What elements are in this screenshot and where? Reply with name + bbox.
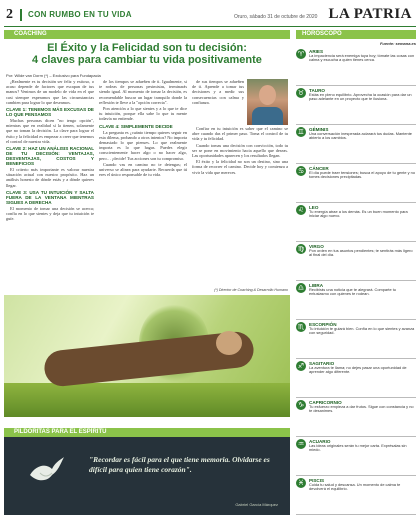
paragraph: El éxito y la felicidad no son un destino, sino una forma de recorrer el camino. Decide hoy y comienza a vivir la vida que mereces. bbox=[192, 159, 288, 175]
paragraph: El criterio más importante es valorar nuestra situación actual con nuestro propósito. Haz un análisis honesto de dónde estás y a dónde quieres llegar. bbox=[6, 167, 94, 188]
paragraph: Confiar en tu intuición es saber que el camino se abre cuando das el primer paso. Toma el control de tu vida y tu felicidad. bbox=[192, 126, 288, 142]
photo-head bbox=[216, 331, 242, 355]
sign-text: La aventura te llama; no dejes pasar una oportunidad de aprender algo diferente. bbox=[309, 366, 407, 375]
article-column-2 bbox=[99, 79, 187, 286]
pildoritas-tab-label: PILDORITAS PARA EL ESPÍRITU bbox=[14, 429, 107, 435]
sign-text: Una conversación inesperada aclarará tus dudas. Mantente abierto a los cambios. bbox=[309, 132, 412, 141]
masthead-logo: LA PATRIA bbox=[328, 6, 412, 22]
sign-text: Tu energía atrae a los demás. Es un buen momento para iniciar algo nuevo. bbox=[309, 210, 408, 219]
paragraph: Cuando tomas una decisión con convicción, todo tu ser se pone en movimiento hacia aquello que deseas. Las oportunidades aparecen y los resultados llegan. bbox=[192, 142, 288, 159]
paragraph: El momento de tomar una decisión se acerca; confía en lo que sientes y deja que tu intuición te guíe. bbox=[6, 205, 94, 222]
horoscope-sign bbox=[296, 242, 416, 281]
sign-name: ESCORPIÓN bbox=[309, 322, 337, 327]
quote-text: "Recordar es fácil para el que tiene memoria. Olvidarse es difícil para quien tiene corazón". bbox=[89, 455, 270, 474]
zodiac-icon: ♍ bbox=[297, 245, 305, 253]
paragraph: Pon atención a lo que sientes y a lo que te dice tu intuición, porque ella sabe lo que tu mente todavía no entiende. bbox=[99, 106, 187, 122]
sign-name: LEO bbox=[309, 205, 319, 210]
horoscope-source: Fuente: semana.es bbox=[379, 41, 416, 46]
zodiac-icon: ♒ bbox=[297, 440, 305, 448]
article-photo bbox=[4, 295, 290, 417]
sign-name: PISCIS bbox=[309, 478, 325, 483]
subheading: CLAVE 2: HAZ UN ANÁLISIS RACIONAL DE TU DECISIÓN: VENTAJAS, DESVENTAJAS, COSTOS Y BENEFICIOS bbox=[6, 146, 94, 167]
article-headline bbox=[4, 42, 290, 66]
sign-name: SAGITARIO bbox=[309, 361, 335, 366]
horoscope-sign bbox=[296, 437, 416, 476]
sign-name: LIBRA bbox=[309, 283, 324, 288]
horoscope-sign bbox=[296, 86, 416, 125]
pildoritas-tab bbox=[4, 428, 290, 437]
subheading: CLAVE 1: TENEMOS MÁS EXCUSAS DE LO QUE PENSAMOS bbox=[6, 107, 94, 118]
horoscope-sign bbox=[296, 320, 416, 359]
coaching-tab bbox=[4, 30, 290, 39]
horoscope-tab bbox=[296, 30, 416, 39]
sign-name: GÉMINIS bbox=[309, 127, 329, 132]
horoscope-tab-label: HORÓSCOPO bbox=[302, 31, 342, 37]
sign-text: Cuida tu salud y descansa. Un momento de calma te devolverá el equilibrio. bbox=[309, 483, 401, 492]
horoscope-sign bbox=[296, 281, 416, 320]
horoscope-sign bbox=[296, 47, 416, 86]
zodiac-icon: ♉ bbox=[297, 89, 305, 97]
zodiac-icon: ♏ bbox=[297, 323, 305, 331]
dove-icon bbox=[26, 451, 66, 491]
author-face bbox=[259, 85, 276, 105]
sign-text: El día puede traer tensiones; busca el apoyo de tu gente y no tomes decisiones precipitadas. bbox=[309, 171, 415, 180]
headline-line-2: 4 claves para cambiar tu vida positivamente bbox=[32, 54, 262, 66]
paragraph: Cuando vas en camino no te detengas; el universo se alinea para ayudarte. Recuerda que tú eres el único responsable de tu vida. bbox=[99, 161, 187, 178]
subheading: CLAVE 4: SIMPLEMENTE DECIDE bbox=[99, 123, 173, 129]
photo-grass bbox=[4, 383, 290, 417]
pildoritas-box bbox=[4, 437, 290, 515]
article-column-3-bottom bbox=[192, 126, 288, 288]
horoscope-sign bbox=[296, 125, 416, 164]
section-title: CON RUMBO EN TU VIDA bbox=[28, 10, 132, 19]
sign-name: ACUARIO bbox=[309, 439, 331, 444]
sign-name: CÁNCER bbox=[309, 166, 329, 171]
sign-text: Las ideas originales serán tu mejor carta. Exprésalas sin miedo. bbox=[309, 444, 407, 453]
sign-name: CAPRICORNIO bbox=[309, 400, 342, 405]
paragraph: ¿Realmente es tu decisión ser feliz y exitoso, o acaso depende de factores que escapan de tus manos? Venimos de un modelo de vida en el que casi siempre esperamos que las circunstancias cambien para lograr lo que deseamos. bbox=[6, 79, 94, 105]
paragraph: Muchas personas dicen "no tengo opción", mientras que en realidad sí la tienen, solamente que no toman la decisión. La clave para lograr el éxito y la felicidad es empezar a creer que tenemos el control de nuestra vida. bbox=[6, 118, 94, 144]
zodiac-icon: ♎ bbox=[297, 284, 305, 292]
sign-text: Estás en pleno equilibrio. Aprovecha la ocasión para dar un paso adelante en un proyecto que te ilusiona. bbox=[309, 93, 412, 102]
subheading: CLAVE 3: USA TU INTUICIÓN Y SALTA FUERA DE LA VENTANA MIENTRAS SIGUES A DERECHA bbox=[6, 189, 94, 205]
article-column-1 bbox=[6, 79, 94, 286]
date-line: Oruro, sábado 31 de octubre de 2020 bbox=[234, 14, 318, 20]
author-shirt bbox=[252, 107, 283, 125]
sign-name: VIRGO bbox=[309, 244, 324, 249]
zodiac-icon: ♌ bbox=[297, 206, 305, 214]
sign-text: Pon orden en tus asuntos pendientes; te sentirás más ligero al final del día. bbox=[309, 249, 413, 258]
sign-text: Recibirás una noticia que te alegrará. Comparte tu entusiasmo con quienes te rodean. bbox=[309, 288, 396, 297]
horoscope-sign bbox=[296, 476, 416, 515]
headline-line-1: El Éxito y la Felicidad son tu decisión: bbox=[47, 42, 247, 54]
horoscope-sign bbox=[296, 203, 416, 242]
sign-text: Tu intuición te guiará bien. Confía en lo que sientes y avanza con seguridad. bbox=[309, 327, 415, 336]
zodiac-icon: ♐ bbox=[297, 362, 305, 370]
horoscope-sign bbox=[296, 164, 416, 203]
sign-text: Tu esfuerzo empieza a dar frutos. Sigue con constancia y no te desanimes. bbox=[309, 405, 414, 414]
article-column-3-top bbox=[192, 79, 244, 123]
paragraph: La pregunta es ¿cuánto tiempo quieres seguir en esta dilema, probando a otros intentos? No importa demasiado lo que pienses. Lo que realmente importa es lo que hagas. Puedes elegir conscientemente hacer algo o no hacer algo, pero… ¡decide! Tus acciones son tu compromiso. bbox=[99, 129, 187, 161]
author-photo bbox=[247, 79, 288, 125]
page-header bbox=[4, 4, 416, 27]
sign-name: TAURO bbox=[309, 88, 325, 93]
sign-name: ARIES bbox=[309, 49, 324, 54]
author-credit: (*) Director de Coaching & Desarrollo Humano bbox=[214, 288, 288, 292]
zodiac-icon: ♊ bbox=[297, 128, 305, 136]
byline: Por: Wilde van Dorm (*) – Exclusivo para Fundapacia bbox=[6, 73, 101, 78]
zodiac-icon: ♈ bbox=[297, 50, 305, 58]
sign-text: La impaciencia será enemiga tuya hoy; tómate las cosas con calma y escucha a quien tienes cerca. bbox=[309, 54, 415, 63]
horoscope-sign bbox=[296, 359, 416, 398]
paragraph: de los tiempos se adueñen de ti. Igualmente, si te rodeas de personas pesimistas, terminarás siendo igual. Al momento de tomar la decisión, es recomendable buscar un lugar tranquilo donde la reflexión te lleve a la "opción correcta". bbox=[99, 79, 187, 105]
zodiac-icon: ♋ bbox=[297, 167, 305, 175]
horoscope-sign bbox=[296, 398, 416, 437]
page-number: 2 bbox=[6, 7, 13, 22]
quote-author: Gabriel García Márquez bbox=[235, 502, 278, 507]
coaching-tab-label: COACHING bbox=[14, 31, 47, 37]
zodiac-icon: ♓ bbox=[297, 479, 305, 487]
zodiac-icon: ♑ bbox=[297, 401, 305, 409]
paragraph: de sus tiempos se adueñen de ti. Aprende a tomar tus decisiones y a medir sus consecuencias con calma y confianza. bbox=[192, 79, 244, 105]
header-divider bbox=[20, 9, 22, 21]
